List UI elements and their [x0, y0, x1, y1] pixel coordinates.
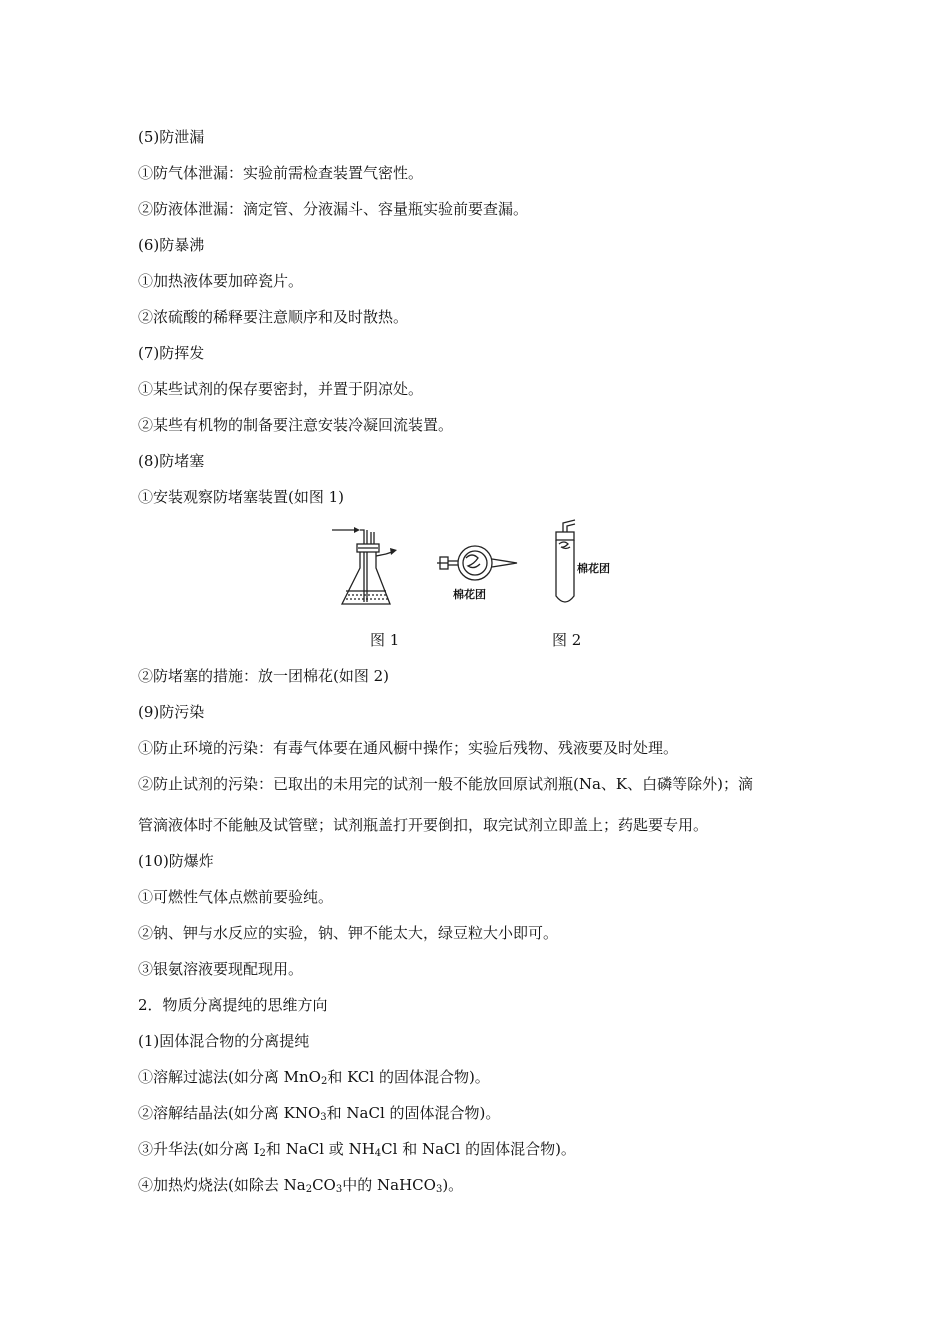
heading-leak-prevention: (5)防泄漏 [138, 128, 205, 146]
text-line: 管滴液体时不能触及试管壁；试剂瓶盖打开要倒扣，取完试剂立即盖上；药匙要专用。 [138, 816, 709, 834]
heading-bumping-prevention: (6)防暴沸 [138, 236, 205, 254]
section-heading: 2．物质分离提纯的思维方向 [138, 996, 328, 1014]
cotton-label: 棉花团 [577, 562, 610, 575]
text-line: ④加热灼烧法(如除去 $Na_2CO_3$中的 NaHCO$_3$)。 [138, 1176, 464, 1195]
heading-volatilization-prevention: (7)防挥发 [138, 344, 205, 362]
text-line: ②钠、钾与水反应的实验，钠、钾不能太大，绿豆粒大小即可。 [138, 924, 559, 942]
text-line: ①加热液体要加碎瓷片。 [138, 272, 304, 290]
text-line: ②防堵塞的措施：放一团棉花(如图 2) [138, 667, 390, 685]
subsection-heading: (1)固体混合物的分离提纯 [138, 1032, 310, 1050]
text-line: ③升华法(如分离 $I_2$和 NaCl 或 $NH_4Cl$ 和 NaCl 的固体混合物)。 [138, 1140, 576, 1159]
text-line: ①溶解过滤法(如分离 MnO$_2$和 KCl 的固体混合物)。 [138, 1068, 490, 1087]
text-line: ①可燃性气体点燃前要验纯。 [138, 888, 334, 906]
text-line: ②某些有机物的制备要注意安装冷凝回流装置。 [138, 416, 454, 434]
text-line: ②溶解结晶法(如分离 $KNO_3$和 NaCl 的固体混合物)。 [138, 1104, 501, 1123]
text-line: ②防止试剂的污染：已取出的未用完的试剂一般不能放回原试剂瓶(Na、K、白磷等除外)；滴 [138, 775, 753, 793]
text-line: ①防止环境的污染：有毒气体要在通风橱中操作；实验后残物、残液要及时处理。 [138, 739, 679, 757]
conical-flask-figure [332, 527, 397, 604]
heading-explosion-prevention: (10)防爆炸 [138, 852, 214, 870]
figure-1-caption: 图 1 [370, 631, 400, 649]
drying-tube-figure [437, 546, 517, 580]
text-line: ①安装观察防堵塞装置(如图 1) [138, 488, 345, 506]
text-line: ③银氨溶液要现配现用。 [138, 960, 304, 978]
text-line: ①防气体泄漏：实验前需检查装置气密性。 [138, 164, 424, 182]
heading-pollution-prevention: (9)防污染 [138, 703, 205, 721]
heading-clog-prevention: (8)防堵塞 [138, 452, 205, 470]
text-line: ①某些试剂的保存要密封，并置于阴凉处。 [138, 380, 424, 398]
text-line: ②防液体泄漏：滴定管、分液漏斗、容量瓶实验前要查漏。 [138, 200, 529, 218]
figure-2-caption: 图 2 [552, 631, 582, 649]
text-line: ②浓硫酸的稀释要注意顺序和及时散热。 [138, 308, 409, 326]
test-tube-figure [556, 520, 575, 602]
apparatus-figures [320, 518, 640, 658]
cotton-label: 棉花团 [453, 588, 486, 601]
